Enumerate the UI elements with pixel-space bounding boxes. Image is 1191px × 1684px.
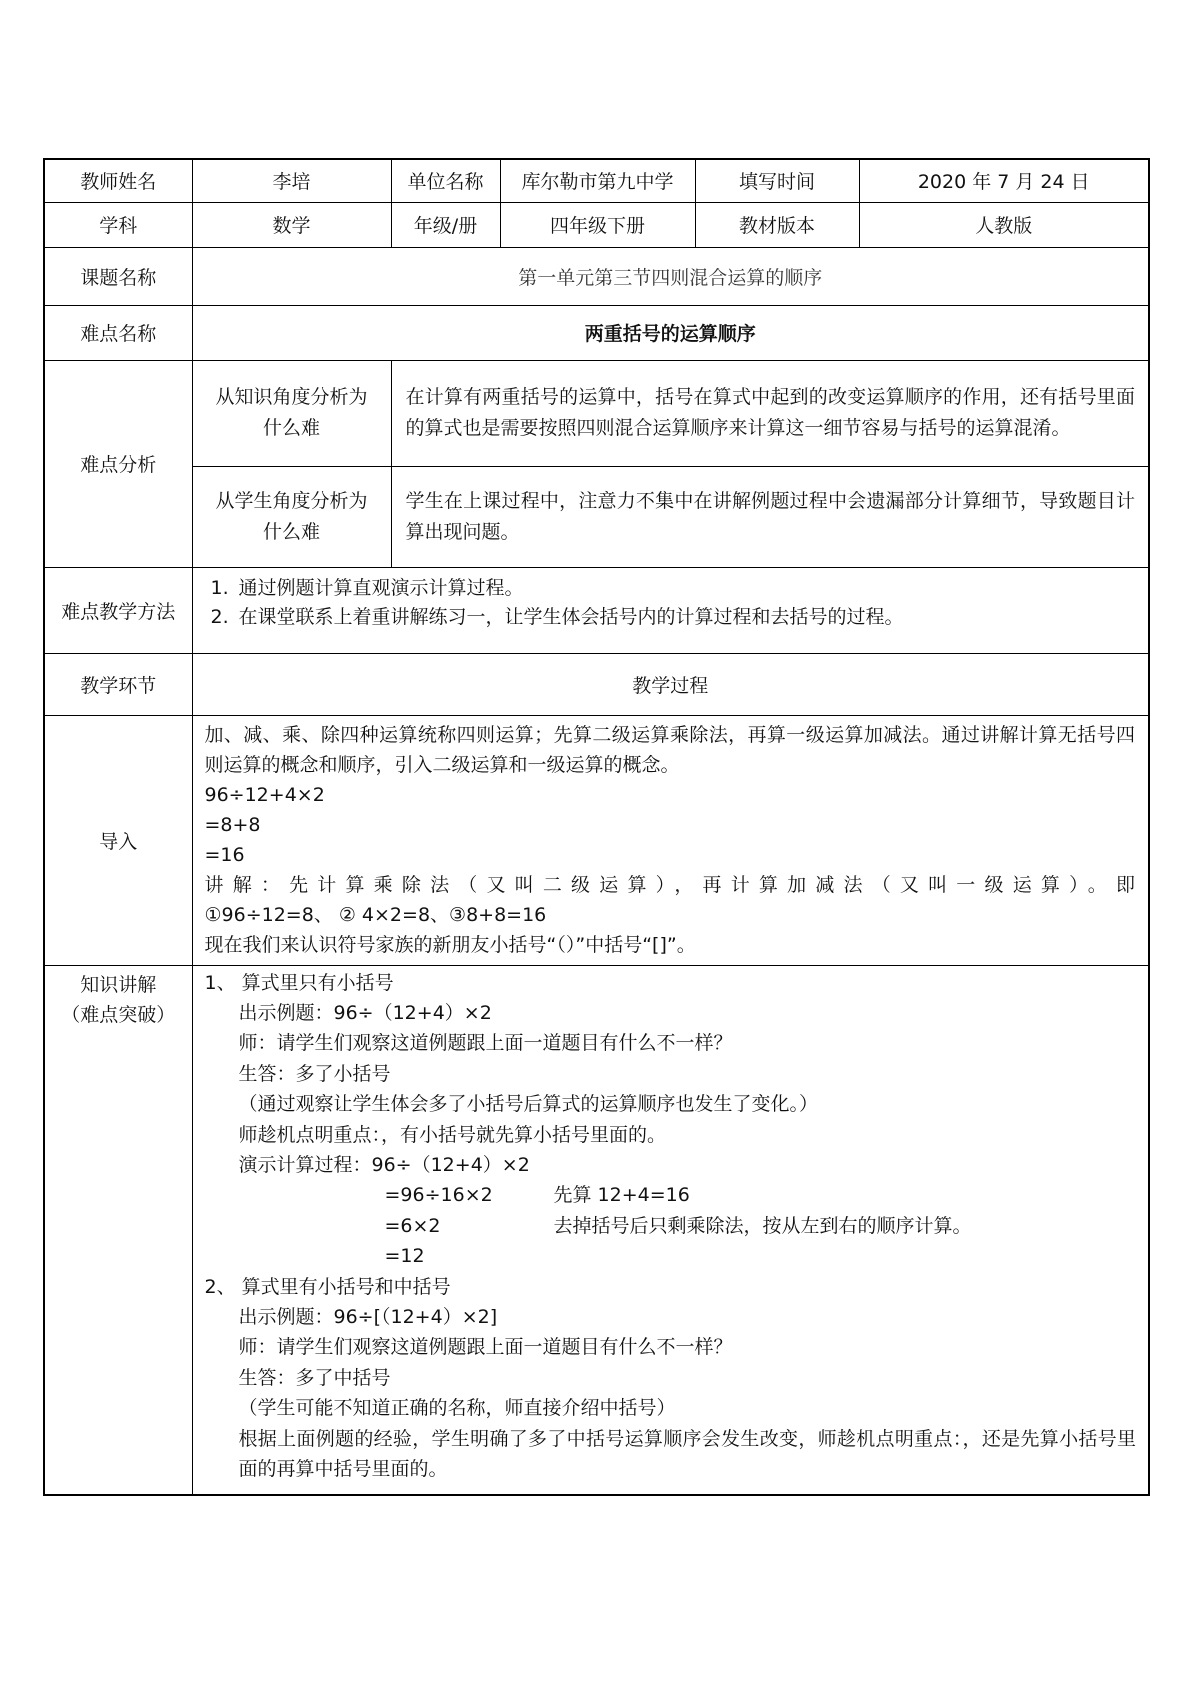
method-item-text: 通过例题计算直观演示计算过程。 <box>238 576 524 599</box>
section-2-line: （学生可能不知道正确的名称，师直接介绍中括号） <box>238 1397 676 1420</box>
unit-value: 库尔勒市第九中学 <box>500 159 695 202</box>
method-item-number: 2. <box>210 605 229 628</box>
calc-step-expression: =6×2 <box>384 1214 441 1237</box>
lesson-plan-sheet <box>43 158 1148 1496</box>
knowledge-label-subtitle: （难点突破） <box>61 1003 176 1026</box>
section-1-line: （通过观察让学生体会多了小括号后算式的运算顺序也发生了变化。） <box>238 1093 819 1116</box>
section-1-title: 1、 算式里只有小括号 <box>204 971 394 994</box>
analysis-label: 难点分析 <box>44 360 192 567</box>
process-stage-label: 教学环节 <box>44 653 192 715</box>
calc-step <box>205 1180 1137 1210</box>
subject-label: 学科 <box>44 202 192 247</box>
intro-explanation-steps: ①96÷12=8、 ② 4×2=8、③8+8=16 <box>204 903 547 926</box>
difficulty-label: 难点名称 <box>44 305 192 360</box>
method-item <box>205 603 1137 632</box>
section-1-line: 师：请学生们观察这道例题跟上面一道题目有什么不一样？ <box>238 1032 733 1055</box>
section-1-line: 出示例题：96÷（12+4）×2 <box>238 1001 492 1024</box>
knowledge-angle-label: 从知识角度分析为什么难 <box>192 360 391 466</box>
intro-calc-line: =16 <box>204 843 245 866</box>
process-header-row <box>44 653 1149 715</box>
grade-label: 年级/册 <box>391 202 500 247</box>
calc-step-expression: =96÷16×2 <box>384 1184 493 1207</box>
section-1-line: 师趁机点明重点：，有小括号就先算小括号里面的。 <box>238 1123 667 1146</box>
method-row <box>44 567 1149 653</box>
calc-step <box>205 1241 1137 1271</box>
calc-step-expression: =12 <box>384 1245 425 1268</box>
section-2-title: 2、 算式里有小括号和中括号 <box>204 1275 451 1298</box>
topic-label: 课题名称 <box>44 247 192 305</box>
method-item-number: 1. <box>210 576 229 599</box>
section-2-line: 生答：多了中括号 <box>238 1366 391 1389</box>
intro-row <box>44 715 1149 965</box>
knowledge-label-title: 知识讲解 <box>80 973 157 996</box>
analysis-student-row <box>44 466 1149 567</box>
header-row-2 <box>44 202 1149 247</box>
subject-value: 数学 <box>192 202 391 247</box>
lesson-plan-table <box>43 158 1150 1496</box>
edition-label: 教材版本 <box>695 202 859 247</box>
process-title: 教学过程 <box>192 653 1149 715</box>
unit-label: 单位名称 <box>391 159 500 202</box>
date-label: 填写时间 <box>695 159 859 202</box>
method-item-text: 在课堂联系上着重讲解练习一，让学生体会括号内的计算过程和去括号的过程。 <box>238 605 904 628</box>
difficulty-row <box>44 305 1149 360</box>
section-1-line: 演示计算过程：96÷（12+4）×2 <box>238 1153 530 1176</box>
edition-value: 人教版 <box>859 202 1149 247</box>
student-angle-text: 学生在上课过程中，注意力不集中在讲解例题过程中会遗漏部分计算细节，导致题目计算出现问题。 <box>391 466 1149 567</box>
grade-value: 四年级下册 <box>500 202 695 247</box>
intro-label: 导入 <box>44 715 192 965</box>
intro-explanation: 讲解：先计算乘除法（又叫二级运算），再计算加减法（又叫一级运算）。即 <box>204 873 1135 896</box>
difficulty-value: 两重括号的运算顺序 <box>192 305 1149 360</box>
topic-value: 第一单元第三节四则混合运算的顺序 <box>192 247 1149 305</box>
date-value: 2020 年 7 月 24 日 <box>859 159 1149 202</box>
teacher-name-label: 教师姓名 <box>44 159 192 202</box>
calc-step <box>205 1211 1137 1241</box>
method-label: 难点教学方法 <box>44 567 192 653</box>
analysis-knowledge-row <box>44 360 1149 466</box>
topic-row <box>44 247 1149 305</box>
intro-paragraph: 加、减、乘、除四种运算统称四则运算；先算二级运算乘除法，再算一级运算加减法。通过讲解计算无括号四则运算的概念和顺序，引入二级运算和一级运算的概念。 <box>204 723 1135 776</box>
intro-calc-line: 96÷12+4×2 <box>204 783 325 806</box>
teacher-name-value: 李培 <box>192 159 391 202</box>
intro-content <box>192 715 1149 965</box>
section-1-line: 生答：多了小括号 <box>238 1062 391 1085</box>
knowledge-label <box>44 965 192 1495</box>
knowledge-angle-text: 在计算有两重括号的运算中，括号在算式中起到的改变运算顺序的作用，还有括号里面的算式也是需要按照四则混合运算顺序来计算这一细节容易与括号的运算混淆。 <box>391 360 1149 466</box>
knowledge-content <box>192 965 1149 1495</box>
method-content <box>192 567 1149 653</box>
header-row-1 <box>44 159 1149 202</box>
section-2-line: 出示例题：96÷[（12+4）×2] <box>238 1305 498 1328</box>
calc-step-note: 先算 12+4=16 <box>553 1184 690 1207</box>
student-angle-label: 从学生角度分析为什么难 <box>192 466 391 567</box>
calc-step-note: 去掉括号后只剩乘除法，按从左到右的顺序计算。 <box>553 1214 972 1237</box>
intro-closing: 现在我们来认识符号家族的新朋友小括号“（）”中括号“[]”。 <box>204 933 696 956</box>
knowledge-row <box>44 965 1149 1495</box>
section-2-line: 师：请学生们观察这道例题跟上面一道题目有什么不一样？ <box>238 1336 733 1359</box>
method-item <box>205 574 1137 603</box>
intro-calc-line: =8+8 <box>204 813 261 836</box>
section-2-line: 根据上面例题的经验，学生明确了多了中括号运算顺序会发生改变，师趁机点明重点：，还是先算小括号里面的再算中括号里面的。 <box>238 1427 1136 1480</box>
